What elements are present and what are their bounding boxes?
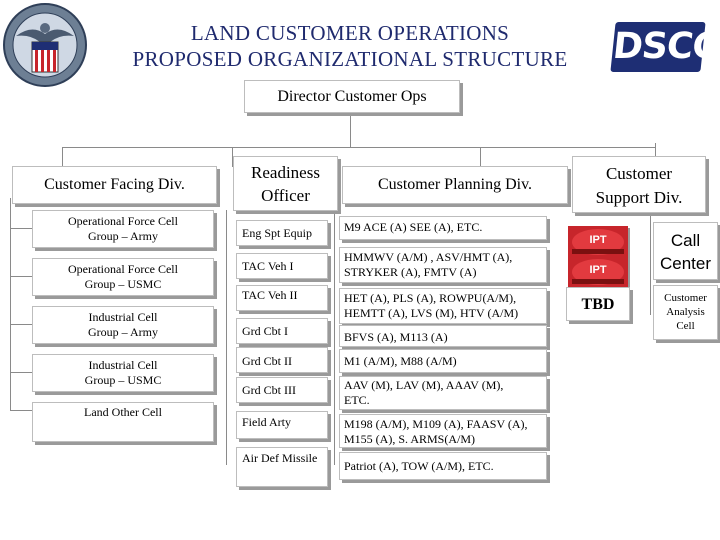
customer-support-div[interactable]: [572, 156, 706, 213]
division-bus-line: [62, 147, 656, 148]
dscc-logo: DSCC: [610, 22, 705, 72]
director-label: Director Customer Ops: [277, 88, 427, 105]
planning-box[interactable]: Patriot (A), TOW (A/M), ETC.: [339, 452, 547, 480]
connector-planning: [480, 147, 481, 167]
commodity-box[interactable]: TAC Veh II: [236, 285, 328, 311]
ipt-badge[interactable]: IPT: [568, 256, 628, 288]
cell-box[interactable]: Operational Force Cell Group – USMC: [32, 258, 214, 296]
planning-box[interactable]: AAV (M), LAV (M), AAAV (M), ETC.: [339, 376, 547, 410]
customer-support-label-1: Customer: [605, 164, 673, 183]
readiness-officer[interactable]: [233, 156, 338, 211]
page-title-line1: LAND CUSTOMER OPERATIONS: [190, 21, 510, 45]
tbd-label: TBD: [581, 296, 615, 313]
cell-box[interactable]: Land Other Cell: [32, 402, 214, 442]
page-title-line2: PROPOSED ORGANIZATIONAL STRUCTURE: [132, 47, 568, 71]
support-bracket: [650, 215, 651, 315]
call-center-box[interactable]: [653, 222, 718, 280]
commodity-box[interactable]: Air Def Missile: [236, 447, 328, 487]
customer-planning-div[interactable]: [342, 166, 568, 204]
customer-facing-div[interactable]: [12, 166, 217, 204]
call-center-label-2: Center: [659, 254, 712, 273]
customer-planning-label: Customer Planning Div.: [377, 176, 533, 193]
director-box[interactable]: [244, 80, 460, 113]
director-connector: [350, 112, 351, 147]
planning-box[interactable]: HMMWV (A/M) , ASV/HMT (A), STRYKER (A), FMTV (A): [339, 247, 547, 283]
connector-support: [655, 143, 656, 157]
cell-box[interactable]: Industrial Cell Group – Army: [32, 306, 214, 344]
customer-facing-label: Customer Facing Div.: [44, 176, 185, 193]
planning-box[interactable]: M198 (A/M), M109 (A), FAASV (A), M155 (A), S. ARMS(A/M): [339, 414, 547, 448]
planning-box[interactable]: M9 ACE (A) SEE (A), ETC.: [339, 216, 547, 240]
commodity-box[interactable]: Eng Spt Equip: [236, 220, 328, 246]
cell-box[interactable]: Operational Force Cell Group – Army: [32, 210, 214, 248]
planning-bracket: [334, 210, 335, 465]
customer-support-label-2: Support Div.: [595, 188, 683, 207]
ipt-badge[interactable]: IPT: [568, 226, 628, 258]
readiness-label-2: Officer: [261, 186, 310, 205]
planning-box[interactable]: BFVS (A), M113 (A): [339, 325, 547, 347]
planning-box[interactable]: HET (A), PLS (A), ROWPU(A/M), HEMTT (A), LVS (M), HTV (A/M): [339, 288, 547, 324]
commodity-box[interactable]: Grd Cbt III: [236, 377, 328, 403]
planning-box[interactable]: M1 (A/M), M88 (A/M): [339, 349, 547, 373]
customer-analysis-cell-box[interactable]: Customer Analysis Cell: [653, 285, 718, 340]
connector-facing: [62, 147, 63, 167]
commodity-box[interactable]: Grd Cbt II: [236, 347, 328, 373]
commodity-box[interactable]: Grd Cbt I: [236, 318, 328, 344]
call-center-label-1: Call: [670, 231, 701, 250]
cell-box[interactable]: Industrial Cell Group – USMC: [32, 354, 214, 392]
commodity-box[interactable]: TAC Veh I: [236, 253, 328, 279]
commodity-box[interactable]: Field Arty: [236, 411, 328, 439]
tbd-box[interactable]: [566, 287, 630, 321]
readiness-label-1: Readiness: [251, 163, 320, 182]
commodity-bracket: [226, 210, 227, 465]
cells-bracket: [10, 198, 11, 410]
